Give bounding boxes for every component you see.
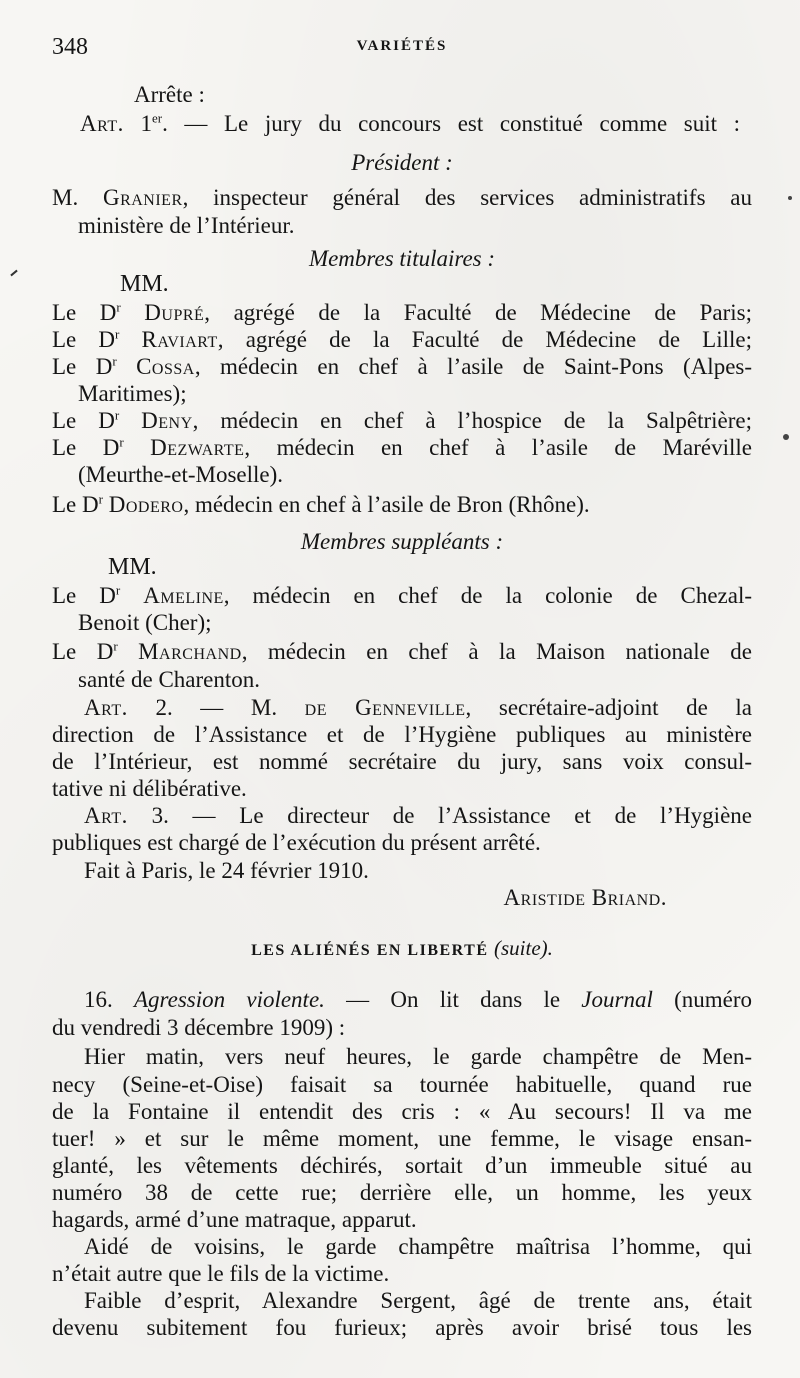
member-line: Le $D^r$ Marchand, médecin en chef à la Maison nationale de: [52, 638, 752, 664]
text-line: MM.: [108, 554, 157, 580]
text-line: devenu subitement fou furieux; après avoir brisé tous les: [52, 1315, 752, 1340]
text-line: santé de Charenton.: [78, 667, 261, 692]
text-line: tative ni délibérative.: [52, 776, 247, 801]
text-line: Art. 3. — Le directeur de l’Assistance et de l’Hygiène: [84, 803, 752, 828]
text-line: Maritimes);: [78, 381, 187, 406]
text-line: Hier matin, vers neuf heures, le garde champêtre de Men-: [84, 1044, 752, 1069]
page-header: [52, 34, 752, 64]
text-line: Aidé de voisins, le garde champêtre maîtrisa l’homme, qui: [84, 1234, 752, 1259]
text-line: publiques est chargé de l’exécution du présent arrêté.: [52, 830, 541, 855]
text-line: 16. Agression violente. — On lit dans le Journal (numéro: [84, 987, 753, 1012]
running-title: VARIÉTÉS: [356, 38, 448, 54]
text-line: MM.: [120, 271, 169, 297]
text-line: M. Granier, inspecteur général des services administratifs au: [52, 185, 752, 210]
member-line: Le $D^r$ Deny, médecin en chef à l’hospice de la Salpêtrière;: [52, 407, 752, 433]
margin-dot: [788, 196, 792, 200]
text-line: Arrête :: [134, 82, 205, 107]
text-line: glanté, les vêtements déchirés, sortait d’un immeuble situé au: [52, 1153, 752, 1178]
signature: Aristide Briand.: [503, 885, 667, 910]
text-line: direction de l’Assistance et de l’Hygiène publiques au ministère: [52, 722, 752, 747]
text-line: ministère de l’Intérieur.: [78, 213, 295, 238]
member-line: Le $D^r$ Dezwarte, médecin en chef à l’asile de Maréville: [52, 434, 752, 460]
text-line: necy (Seine-et-Oise) faisait sa tournée habituelle, quand rue: [52, 1072, 752, 1097]
heading-president: Président :: [351, 150, 453, 175]
text-line: hagards, armé d’une matraque, apparut.: [52, 1207, 417, 1232]
member-line: Le $D^r$ Dodero, médecin en chef à l’asile de Bron (Rhône).: [52, 491, 590, 517]
text-line: Art. 2. — M. de Genneville, secrétaire-adjoint de la: [84, 695, 752, 720]
text-line: du vendredi 3 décembre 1909) :: [52, 1015, 346, 1040]
text-line: n’était autre que le fils de la victime.: [52, 1261, 390, 1286]
text-line: de l’Intérieur, est nommé secrétaire du jury, sans voix consul-: [52, 749, 752, 774]
member-line: Le $D^r$ Ameline, médecin en chef de la colonie de Chezal-: [52, 582, 753, 608]
text-line: Fait à Paris, le 24 février 1910.: [84, 858, 369, 883]
margin-dot: [783, 434, 789, 440]
text-line: tuer! » et sur le même moment, une femme, le visage ensan-: [52, 1126, 752, 1151]
text-line: Art. 1er. — Le jury du concours est constitué comme suit :: [80, 110, 740, 136]
text-line: de la Fontaine il entendit des cris : « Au secours! Il va me: [52, 1099, 752, 1124]
member-line: Le $D^r$ Dupré, agrégé de la Faculté de Médecine de Paris;: [52, 299, 753, 325]
text-line: Faible d’esprit, Alexandre Sergent, âgé de trente ans, était: [84, 1288, 752, 1313]
heading-membres-suppleants: Membres suppléants :: [300, 529, 504, 554]
member-line: Le $D^r$ Raviart, agrégé de la Faculté de Médecine de Lille;: [52, 326, 752, 352]
text-line: Benoit (Cher);: [78, 610, 212, 635]
margin-mark: [10, 270, 17, 277]
page-number: 348: [52, 34, 88, 60]
section-title: LES ALIÉNÉS EN LIBERTÉ (suite).: [251, 936, 553, 960]
text-line: (Meurthe-et-Moselle).: [78, 462, 284, 487]
text-line: numéro 38 de cette rue; derrière elle, un homme, les yeux: [52, 1180, 752, 1205]
member-line: Le $D^r$ Cossa, médecin en chef à l’asile de Saint-Pons (Alpes-: [52, 353, 753, 379]
heading-membres-titulaires: Membres titulaires :: [308, 246, 496, 271]
